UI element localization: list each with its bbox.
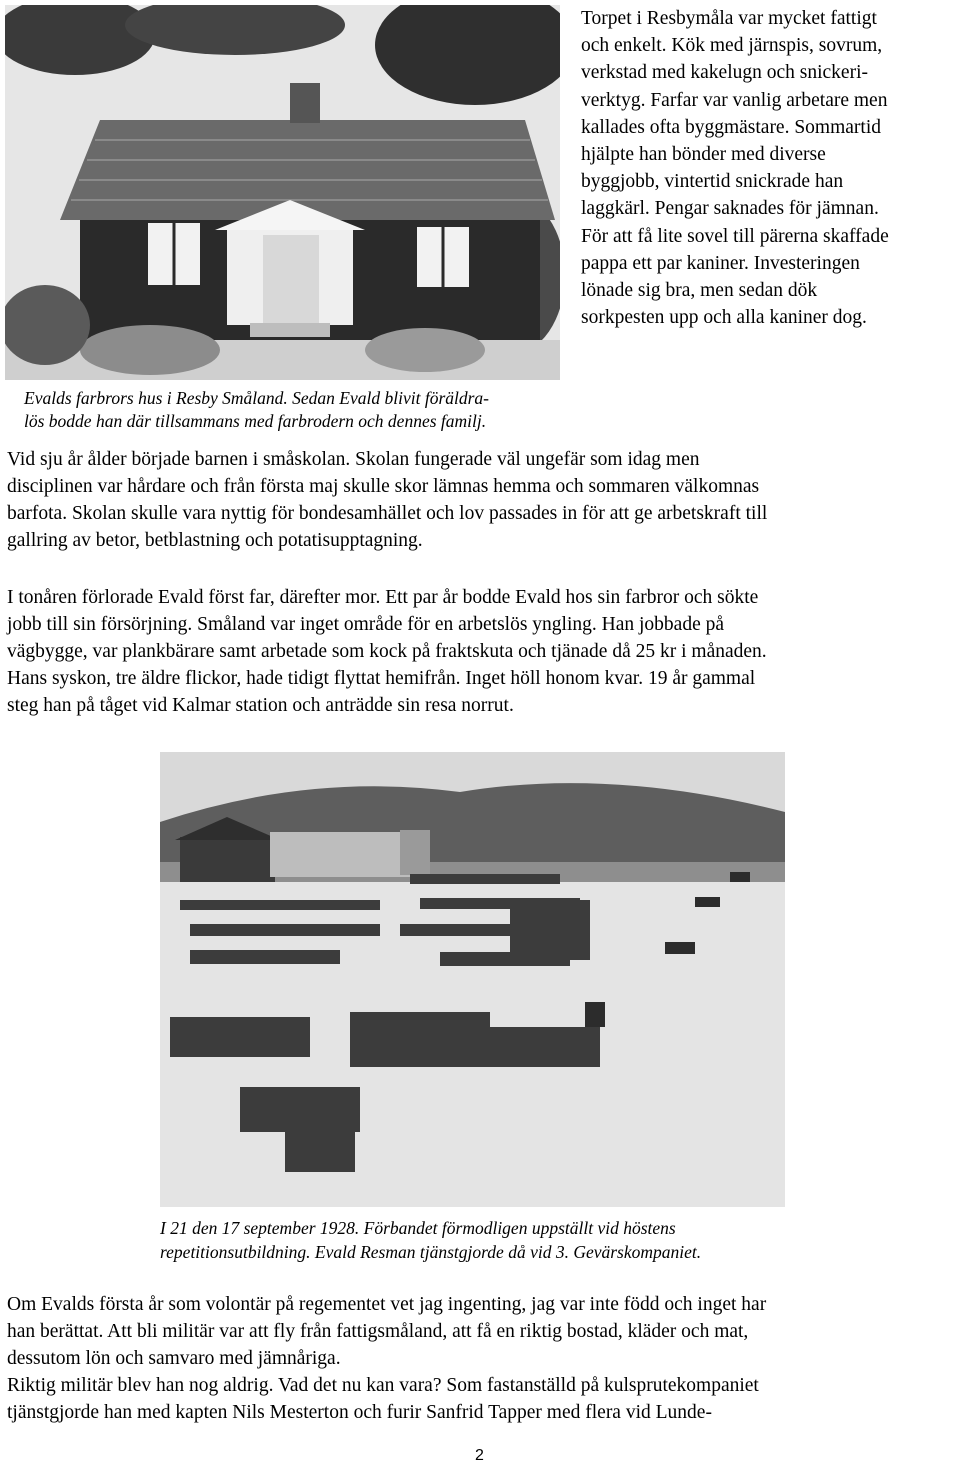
paragraph-line: disciplinen var hårdare och från första maj skulle skor lämnas hemma och sommaren välkomnas [7,476,760,497]
parade-photo [160,752,785,1207]
side-text-line: verktyg. Farfar var vanlig arbetare men [581,89,888,111]
house-photo [5,5,560,380]
parade-caption [160,1216,800,1264]
paragraph-volunteer [7,1291,957,1426]
paragraph-line: steg han på tåget vid Kalmar station och anträdde sin resa norrut. [7,695,514,716]
side-text-line: och enkelt. Kök med järnspis, sovrum, [581,35,883,57]
paragraph-line: barfota. Skolan skulle vara nyttig för bondesamhället och lov passades in för att ge arbetskraft till [7,503,768,524]
side-text-line: kallades ofta byggmästare. Sommartid [581,116,882,138]
house-caption [24,387,564,433]
paragraph-line: I tonåren förlorade Evald först far, därefter mor. Ett par år bodde Evald hos sin farbror och sökte [7,587,759,608]
house-caption-line: lös bodde han där tillsammans med farbrodern och dennes familj. [24,411,487,431]
side-text [581,5,959,331]
paragraph-school [7,446,957,554]
paragraph-line: tjänstgjorde han med kapten Nils Mesterton och furir Sanfrid Tapper med flera vid Lunde- [7,1402,712,1423]
side-text-line: lönade sig bra, men sedan dök [581,280,818,302]
paragraph-teen-years [7,584,957,719]
side-text-line: Torpet i Resbymåla var mycket fattigt [581,8,877,29]
side-text-line: pappa ett par kaniner. Investeringen [581,252,860,274]
paragraph-line: vägbygge, var plankbärare samt arbetade som kock på fraktskuta och tjänade då 25 kr i månaden. [7,641,767,662]
paragraph-line: Vid sju år ålder började barnen i småskolan. Skolan fungerade väl ungefär som idag men [7,449,700,470]
parade-caption-line: I 21 den 17 september 1928. Förbandet förmodligen uppställt vid höstens [160,1218,676,1238]
house-caption-line: Evalds farbrors hus i Resby Småland. Sedan Evald blivit föräldra- [24,388,490,408]
side-text-line: hjälpte han bönder med diverse [581,144,826,166]
paragraph-line: dessutom lön och samvaro med jämnåriga. [7,1348,341,1369]
paragraph-line: Hans syskon, tre äldre flickor, hade tidigt flyttat hemifrån. Inget höll honom kvar. 19 år gammal [7,668,756,689]
side-text-line: laggkärl. Pengar saknades för jämnan. [581,198,879,220]
side-text-line: byggjobb, vintertid snickrade han [581,171,844,193]
side-text-line: För att få lite sovel till pärerna skaffade [581,225,889,247]
paragraph-line: Om Evalds första år som volontär på regementet vet jag ingenting, jag var inte född och inget har [7,1294,767,1315]
parade-caption-line: repetitionsutbildning. Evald Resman tjänstgjorde då vid 3. Gevärskompaniet. [160,1242,702,1262]
paragraph-line: jobb till sin försörjning. Småland var inget område för en arbetslös yngling. Han jobbade på [7,614,725,635]
house-photo-illustration [5,5,560,380]
parade-photo-illustration [160,752,785,1207]
paragraph-line: gallring av betor, betblastning och potatisupptagning. [7,530,423,551]
side-text-line: sorkpesten upp och alla kaniner dog. [581,307,867,329]
side-text-line: verkstad med kakelugn och snickeri- [581,62,868,84]
paragraph-line: Riktig militär blev han nog aldrig. Vad det nu kan vara? Som fastanställd på kulsprutekompaniet [7,1375,759,1396]
page-number: 2 [475,1447,484,1464]
paragraph-line: han berättat. Att bli militär var att fly från fattigsmåland, att få en riktig bostad, kläder och mat, [7,1321,749,1342]
